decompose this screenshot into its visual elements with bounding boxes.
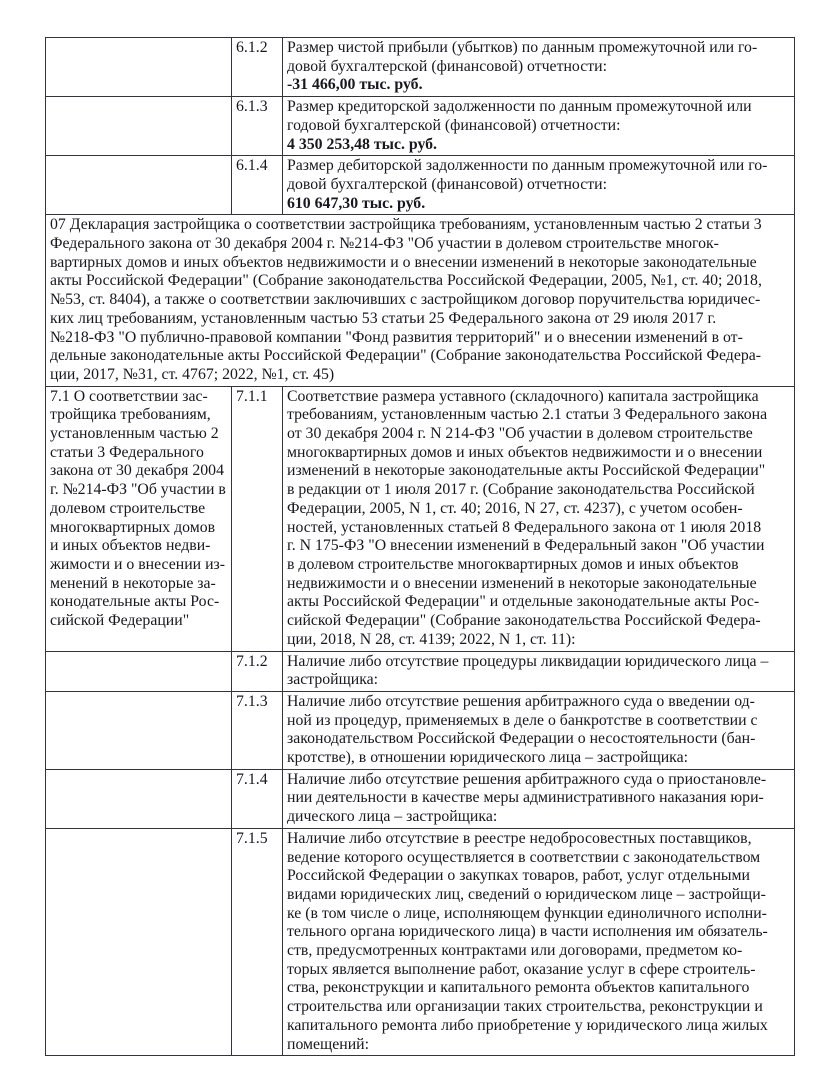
text-line: тройщика требованиям, [50, 406, 211, 424]
text-line: изменений в некоторые законодательные акты Российской Федерации" [287, 462, 766, 480]
item-content-cell [283, 386, 795, 651]
text-line: в долевом строительстве многоквартирных домов и иных объектов [287, 555, 739, 573]
text-line: дельные законодательные акты Российской Федерации" (Собрание законодательства Российской Федера- [50, 347, 761, 365]
text-line: многоквартирных домов и иных объектов недвижимости и о внесении [287, 443, 763, 461]
text-line: №53, ст. 8404), а также о соответствии заключивших с застройщиком договор поручительства юридичес- [50, 291, 761, 309]
text-line: в редакции от 1 июля 2017 г. (Собрание законодательства Российской [287, 481, 755, 499]
item-number: 7.1.5 [232, 828, 283, 1055]
text-line: от 30 декабря 2004 г. N 214-ФЗ "Об участии в долевом строительстве [287, 425, 753, 443]
table-row [46, 97, 795, 156]
text-line: вартирных домов и иных объектов недвижимости и о внесении изменений в некоторые законодательные [50, 253, 757, 271]
text-line: ке (в том числе о лице, исполняющем функции единоличного исполни- [287, 904, 767, 922]
table-row [46, 691, 795, 769]
text-line: Размер дебиторской задолженности по данным промежуточной или го- [287, 157, 768, 175]
text-line: Соответствие размера уставного (складочного) капитала застройщика [287, 387, 759, 405]
item-content-cell [283, 38, 795, 97]
text-line: ведение которого осуществляется в соответствии с законодательством [287, 848, 761, 866]
item-content-cell [283, 97, 795, 156]
row-label-cell [46, 691, 232, 769]
item-content-cell [283, 828, 795, 1055]
text-line: №218-ФЗ "О публично-правовой компании "Фонд развития территорий" и о внесении изменений в от- [50, 328, 743, 346]
table-row [46, 215, 795, 386]
table-row [46, 651, 795, 691]
text-line: ства, реконструкции и капитального ремонта объектов капитального [287, 979, 750, 997]
value-line: -31 466,00 тыс. руб. [287, 76, 423, 94]
text-line: г. N 175-ФЗ "О внесении изменений в Федеральный закон "Об участии [287, 537, 765, 555]
table-row [46, 828, 795, 1055]
item-number: 6.1.4 [232, 156, 283, 215]
text-line: 07 Декларация застройщика о соответствии застройщика требованиям, установленным частью 2 статьи 3 [50, 216, 762, 234]
table-row [46, 38, 795, 97]
text-line: статьи 3 Федерального [50, 443, 204, 461]
item-content-cell [283, 691, 795, 769]
text-line: законодательством Российской Федерации о несостоятельности (бан- [287, 730, 756, 748]
text-line: кротстве), в отношении юридического лица – застройщика: [287, 749, 689, 767]
value-line: 4 350 253,48 тыс. руб. [287, 135, 438, 153]
text-line: жимости и о внесении из- [50, 555, 226, 573]
text-line: 7.1 О соответствии зас- [50, 387, 208, 405]
text-line: довой бухгалтерской (финансовой) отчетности: [287, 175, 607, 193]
text-line: годовой бухгалтерской (финансовой) отчетности: [287, 116, 621, 134]
text-line: капитального ремонта либо приобретение у юридического лица жилых [287, 1016, 768, 1034]
text-line: Федерации, 2005, N 1, ст. 40; 2016, N 27, ст. 4237), с учетом особен- [287, 499, 743, 517]
section-paragraph-cell [46, 215, 795, 386]
item-number: 7.1.1 [232, 386, 283, 651]
row-label-cell [46, 828, 232, 1055]
text-line: закона от 30 декабря 2004 [50, 462, 224, 480]
text-line: сийской Федерации" [50, 612, 190, 630]
item-number: 6.1.3 [232, 97, 283, 156]
table-row [46, 156, 795, 215]
item-content-cell [283, 156, 795, 215]
text-line: тельного органа юридического лица) в части исполнения им обязатель- [287, 923, 768, 941]
text-line: ностей, установленных статьей 8 Федерального закона от 1 июля 2018 [287, 518, 762, 536]
text-line: и иных объектов недви- [50, 537, 211, 555]
text-line: установленным частью 2 [50, 425, 219, 443]
text-line: строительства или организации таких строительства, реконструкции и [287, 998, 763, 1016]
row-label-cell [46, 386, 232, 651]
text-line: Наличие либо отсутствие решения арбитражного суда о приостановле- [287, 770, 767, 788]
text-line: ств, предусмотренных контрактами или договорами, предметом ко- [287, 942, 743, 960]
text-line: дического лица – застройщика: [287, 808, 498, 826]
table-row [46, 386, 795, 651]
text-line: довой бухгалтерской (финансовой) отчетности: [287, 57, 607, 75]
text-line: Наличие либо отсутствие в реестре недобросовестных поставщиков, [287, 829, 752, 847]
text-line: ной из процедур, применяемых в деле о банкротстве в соответствии с [287, 711, 758, 729]
table-row [46, 769, 795, 828]
document-table [45, 37, 795, 1056]
text-line: нии деятельности в качестве меры административного наказания юри- [287, 789, 764, 807]
item-number: 7.1.3 [232, 691, 283, 769]
text-line: ких лиц требованиям, установленным частью 53 статьи 25 Федерального закона от 29 июля 2017 г. [50, 309, 717, 327]
text-line: Федерального закона от 30 декабря 2004 г. №214-ФЗ "Об участии в долевом строительстве многок- [50, 235, 719, 253]
text-line: торых является выполнение работ, оказание услуг в сфере строитель- [287, 960, 756, 978]
item-content-cell [283, 651, 795, 691]
item-content-cell [283, 769, 795, 828]
text-line: видами юридических лиц, сведений о юридическом лице – застройщи- [287, 885, 766, 903]
text-line: Наличие либо отсутствие процедуры ликвидации юридического лица – [287, 652, 769, 670]
text-line: г. №214-ФЗ "Об участии в [50, 481, 226, 499]
text-line: Размер кредиторской задолженности по данным промежуточной или [287, 98, 752, 116]
text-line: ции, 2018, N 28, ст. 4139; 2022, N 1, ст. 11): [287, 630, 576, 648]
text-line: недвижимости и о внесении изменений в некоторые законодательные [287, 574, 757, 592]
row-label-cell [46, 97, 232, 156]
text-line: Российской Федерации о закупках товаров, работ, услуг отдельными [287, 867, 750, 885]
row-label-cell [46, 156, 232, 215]
text-line: Наличие либо отсутствие решения арбитражного суда о введении од- [287, 692, 755, 710]
row-label-cell [46, 769, 232, 828]
item-number: 7.1.2 [232, 651, 283, 691]
text-line: Размер чистой прибыли (убытков) по данным промежуточной или го- [287, 39, 758, 56]
text-line: многоквартирных домов [50, 518, 216, 536]
text-line: застройщика: [287, 671, 379, 689]
text-line: менений в некоторые за- [50, 574, 216, 592]
document-table-body [46, 38, 795, 1056]
text-line: помещений: [287, 1035, 369, 1053]
text-line: акты Российской Федерации" (Собрание законодательства Российской Федерации, 2005, №1, ст. 40; 2018, [50, 272, 762, 290]
value-line: 610 647,30 тыс. руб. [287, 194, 426, 212]
text-line: требованиям, установленным частью 2.1 статьи 3 Федерального закона [287, 406, 768, 424]
text-line: долевом строительстве [50, 499, 206, 517]
text-line: ции, 2017, №31, ст. 4767; 2022, №1, ст. 45) [50, 365, 335, 383]
row-label-cell [46, 651, 232, 691]
item-number: 7.1.4 [232, 769, 283, 828]
text-line: конодательные акты Рос- [50, 593, 220, 611]
row-label-cell [46, 38, 232, 97]
item-number: 6.1.2 [232, 38, 283, 97]
text-line: акты Российской Федерации" и отдельные законодательные акты Рос- [287, 593, 760, 611]
text-line: сийской Федерации" (Собрание законодательства Российской Федера- [287, 612, 761, 630]
